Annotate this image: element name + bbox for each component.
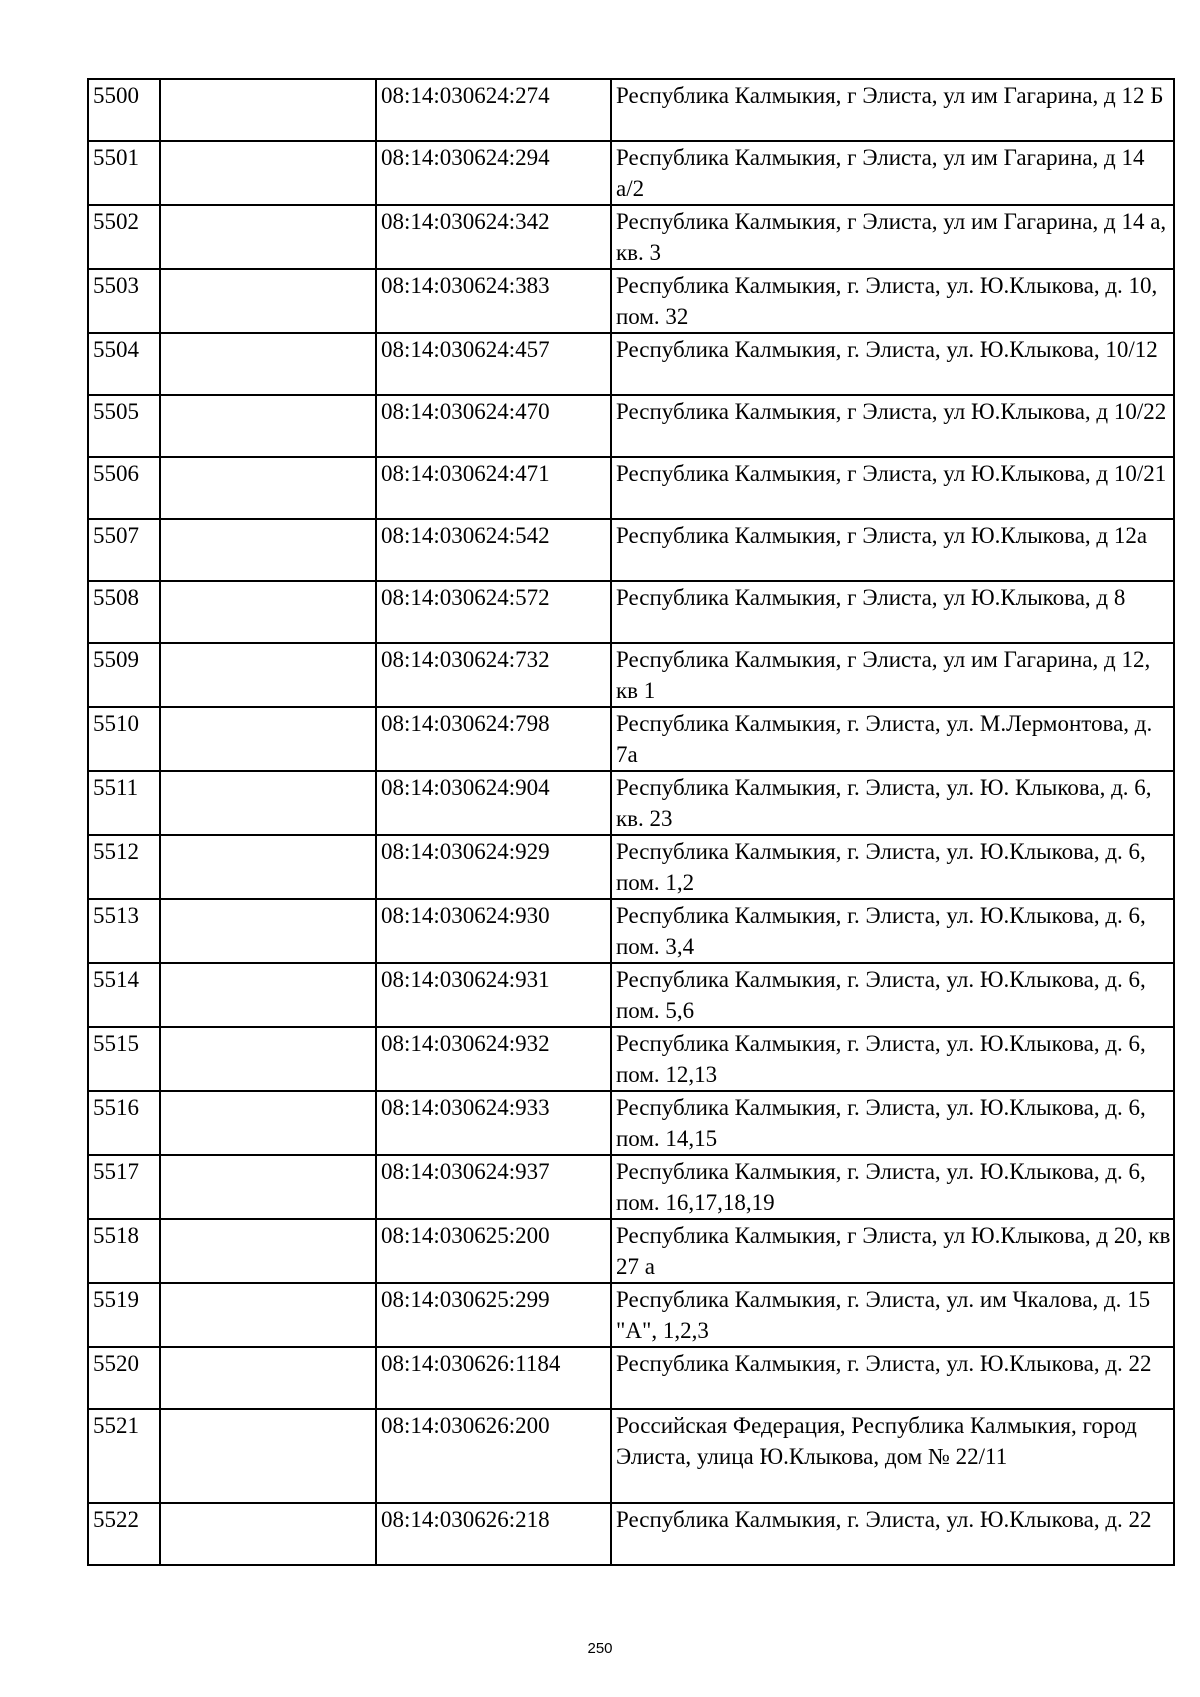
row-number-cell: 5513 xyxy=(88,899,160,963)
empty-cell xyxy=(160,333,376,395)
table-row xyxy=(88,581,1174,643)
cadastral-number-cell: 08:14:030624:929 xyxy=(376,835,611,899)
table-row xyxy=(88,1219,1174,1283)
table-row xyxy=(88,1503,1174,1565)
cadastral-number-cell: 08:14:030624:542 xyxy=(376,519,611,581)
address-cell: Республика Калмыкия, г. Элиста, ул. Ю.Клыкова, д. 6, пом. 3,4 xyxy=(611,899,1174,963)
empty-cell xyxy=(160,771,376,835)
table-row xyxy=(88,1027,1174,1091)
row-number-cell: 5518 xyxy=(88,1219,160,1283)
address-cell: Республика Калмыкия, г Элиста, ул Ю.Клыкова, д 8 xyxy=(611,581,1174,643)
row-number-cell: 5514 xyxy=(88,963,160,1027)
empty-cell xyxy=(160,1409,376,1503)
cadastral-number-cell: 08:14:030624:274 xyxy=(376,79,611,141)
empty-cell xyxy=(160,457,376,519)
address-cell: Республика Калмыкия, г Элиста, ул Ю.Клыкова, д 20, кв 27 а xyxy=(611,1219,1174,1283)
empty-cell xyxy=(160,269,376,333)
address-cell: Республика Калмыкия, г Элиста, ул им Гагарина, д 14 а, кв. 3 xyxy=(611,205,1174,269)
address-cell: Российская Федерация, Республика Калмыкия, город Элиста, улица Ю.Клыкова, дом № 22/11 xyxy=(611,1409,1174,1503)
empty-cell xyxy=(160,581,376,643)
table-row xyxy=(88,457,1174,519)
empty-cell xyxy=(160,1503,376,1565)
address-cell: Республика Калмыкия, г. Элиста, ул. Ю. Клыкова, д. 6, кв. 23 xyxy=(611,771,1174,835)
row-number-cell: 5501 xyxy=(88,141,160,205)
empty-cell xyxy=(160,519,376,581)
table-row xyxy=(88,899,1174,963)
cadastral-number-cell: 08:14:030624:383 xyxy=(376,269,611,333)
empty-cell xyxy=(160,141,376,205)
cadastral-number-cell: 08:14:030625:200 xyxy=(376,1219,611,1283)
cadastral-number-cell: 08:14:030624:294 xyxy=(376,141,611,205)
cadastral-number-cell: 08:14:030626:218 xyxy=(376,1503,611,1565)
empty-cell xyxy=(160,1155,376,1219)
address-cell: Республика Калмыкия, г. Элиста, ул. Ю.Клыкова, д. 6, пом. 16,17,18,19 xyxy=(611,1155,1174,1219)
table-row xyxy=(88,205,1174,269)
cadastral-number-cell: 08:14:030624:457 xyxy=(376,333,611,395)
row-number-cell: 5504 xyxy=(88,333,160,395)
row-number-cell: 5516 xyxy=(88,1091,160,1155)
address-cell: Республика Калмыкия, г. Элиста, ул. Ю.Клыкова, д. 6, пом. 5,6 xyxy=(611,963,1174,1027)
address-cell: Республика Калмыкия, г. Элиста, ул. Ю.Клыкова, 10/12 xyxy=(611,333,1174,395)
row-number-cell: 5508 xyxy=(88,581,160,643)
empty-cell xyxy=(160,643,376,707)
cadastral-number-cell: 08:14:030626:1184 xyxy=(376,1347,611,1409)
cadastral-number-cell: 08:14:030625:299 xyxy=(376,1283,611,1347)
empty-cell xyxy=(160,1347,376,1409)
address-cell: Республика Калмыкия, г Элиста, ул Ю.Клыкова, д 10/22 xyxy=(611,395,1174,457)
table-row xyxy=(88,333,1174,395)
empty-cell xyxy=(160,1027,376,1091)
table-row xyxy=(88,1091,1174,1155)
row-number-cell: 5512 xyxy=(88,835,160,899)
row-number-cell: 5503 xyxy=(88,269,160,333)
table-row xyxy=(88,79,1174,141)
address-cell: Республика Калмыкия, г. Элиста, ул. им Чкалова, д. 15 "А", 1,2,3 xyxy=(611,1283,1174,1347)
cadastral-number-cell: 08:14:030624:732 xyxy=(376,643,611,707)
address-cell: Республика Калмыкия, г Элиста, ул им Гагарина, д 12, кв 1 xyxy=(611,643,1174,707)
cadastral-number-cell: 08:14:030624:798 xyxy=(376,707,611,771)
cadastral-number-cell: 08:14:030624:572 xyxy=(376,581,611,643)
address-cell: Республика Калмыкия, г. Элиста, ул. Ю.Клыкова, д. 6, пом. 1,2 xyxy=(611,835,1174,899)
address-cell: Республика Калмыкия, г. Элиста, ул. Ю.Клыкова, д. 10, пом. 32 xyxy=(611,269,1174,333)
row-number-cell: 5502 xyxy=(88,205,160,269)
row-number-cell: 5522 xyxy=(88,1503,160,1565)
row-number-cell: 5521 xyxy=(88,1409,160,1503)
empty-cell xyxy=(160,1283,376,1347)
registry-table xyxy=(87,78,1175,1566)
empty-cell xyxy=(160,395,376,457)
row-number-cell: 5507 xyxy=(88,519,160,581)
empty-cell xyxy=(160,707,376,771)
table-row xyxy=(88,141,1174,205)
cadastral-number-cell: 08:14:030624:932 xyxy=(376,1027,611,1091)
address-cell: Республика Калмыкия, г. Элиста, ул. Ю.Клыкова, д. 22 xyxy=(611,1503,1174,1565)
cadastral-number-cell: 08:14:030624:931 xyxy=(376,963,611,1027)
table-row xyxy=(88,771,1174,835)
cadastral-number-cell: 08:14:030624:470 xyxy=(376,395,611,457)
cadastral-number-cell: 08:14:030624:937 xyxy=(376,1155,611,1219)
row-number-cell: 5517 xyxy=(88,1155,160,1219)
address-cell: Республика Калмыкия, г Элиста, ул им Гагарина, д 14 а/2 xyxy=(611,141,1174,205)
cadastral-number-cell: 08:14:030624:904 xyxy=(376,771,611,835)
table-row xyxy=(88,1409,1174,1503)
table-row xyxy=(88,835,1174,899)
table-row xyxy=(88,1283,1174,1347)
address-cell: Республика Калмыкия, г. Элиста, ул. Ю.Клыкова, д. 6, пом. 14,15 xyxy=(611,1091,1174,1155)
address-cell: Республика Калмыкия, г. Элиста, ул. М.Лермонтова, д. 7а xyxy=(611,707,1174,771)
cadastral-number-cell: 08:14:030626:200 xyxy=(376,1409,611,1503)
cadastral-number-cell: 08:14:030624:930 xyxy=(376,899,611,963)
row-number-cell: 5505 xyxy=(88,395,160,457)
address-cell: Республика Калмыкия, г Элиста, ул Ю.Клыкова, д 12а xyxy=(611,519,1174,581)
empty-cell xyxy=(160,963,376,1027)
address-cell: Республика Калмыкия, г. Элиста, ул. Ю.Клыкова, д. 22 xyxy=(611,1347,1174,1409)
address-cell: Республика Калмыкия, г Элиста, ул Ю.Клыкова, д 10/21 xyxy=(611,457,1174,519)
page-number: 250 xyxy=(587,1640,613,1657)
address-cell: Республика Калмыкия, г. Элиста, ул. Ю.Клыкова, д. 6, пом. 12,13 xyxy=(611,1027,1174,1091)
table-row xyxy=(88,269,1174,333)
row-number-cell: 5500 xyxy=(88,79,160,141)
table-row xyxy=(88,643,1174,707)
cadastral-number-cell: 08:14:030624:471 xyxy=(376,457,611,519)
cadastral-number-cell: 08:14:030624:933 xyxy=(376,1091,611,1155)
empty-cell xyxy=(160,79,376,141)
empty-cell xyxy=(160,1219,376,1283)
table-row xyxy=(88,707,1174,771)
empty-cell xyxy=(160,835,376,899)
empty-cell xyxy=(160,205,376,269)
row-number-cell: 5510 xyxy=(88,707,160,771)
registry-table-body xyxy=(88,79,1174,1565)
table-row xyxy=(88,1155,1174,1219)
row-number-cell: 5506 xyxy=(88,457,160,519)
cadastral-number-cell: 08:14:030624:342 xyxy=(376,205,611,269)
table-row xyxy=(88,395,1174,457)
table-row xyxy=(88,519,1174,581)
empty-cell xyxy=(160,899,376,963)
row-number-cell: 5519 xyxy=(88,1283,160,1347)
row-number-cell: 5520 xyxy=(88,1347,160,1409)
table-row xyxy=(88,1347,1174,1409)
address-cell: Республика Калмыкия, г Элиста, ул им Гагарина, д 12 Б xyxy=(611,79,1174,141)
row-number-cell: 5509 xyxy=(88,643,160,707)
table-row xyxy=(88,963,1174,1027)
row-number-cell: 5515 xyxy=(88,1027,160,1091)
empty-cell xyxy=(160,1091,376,1155)
row-number-cell: 5511 xyxy=(88,771,160,835)
